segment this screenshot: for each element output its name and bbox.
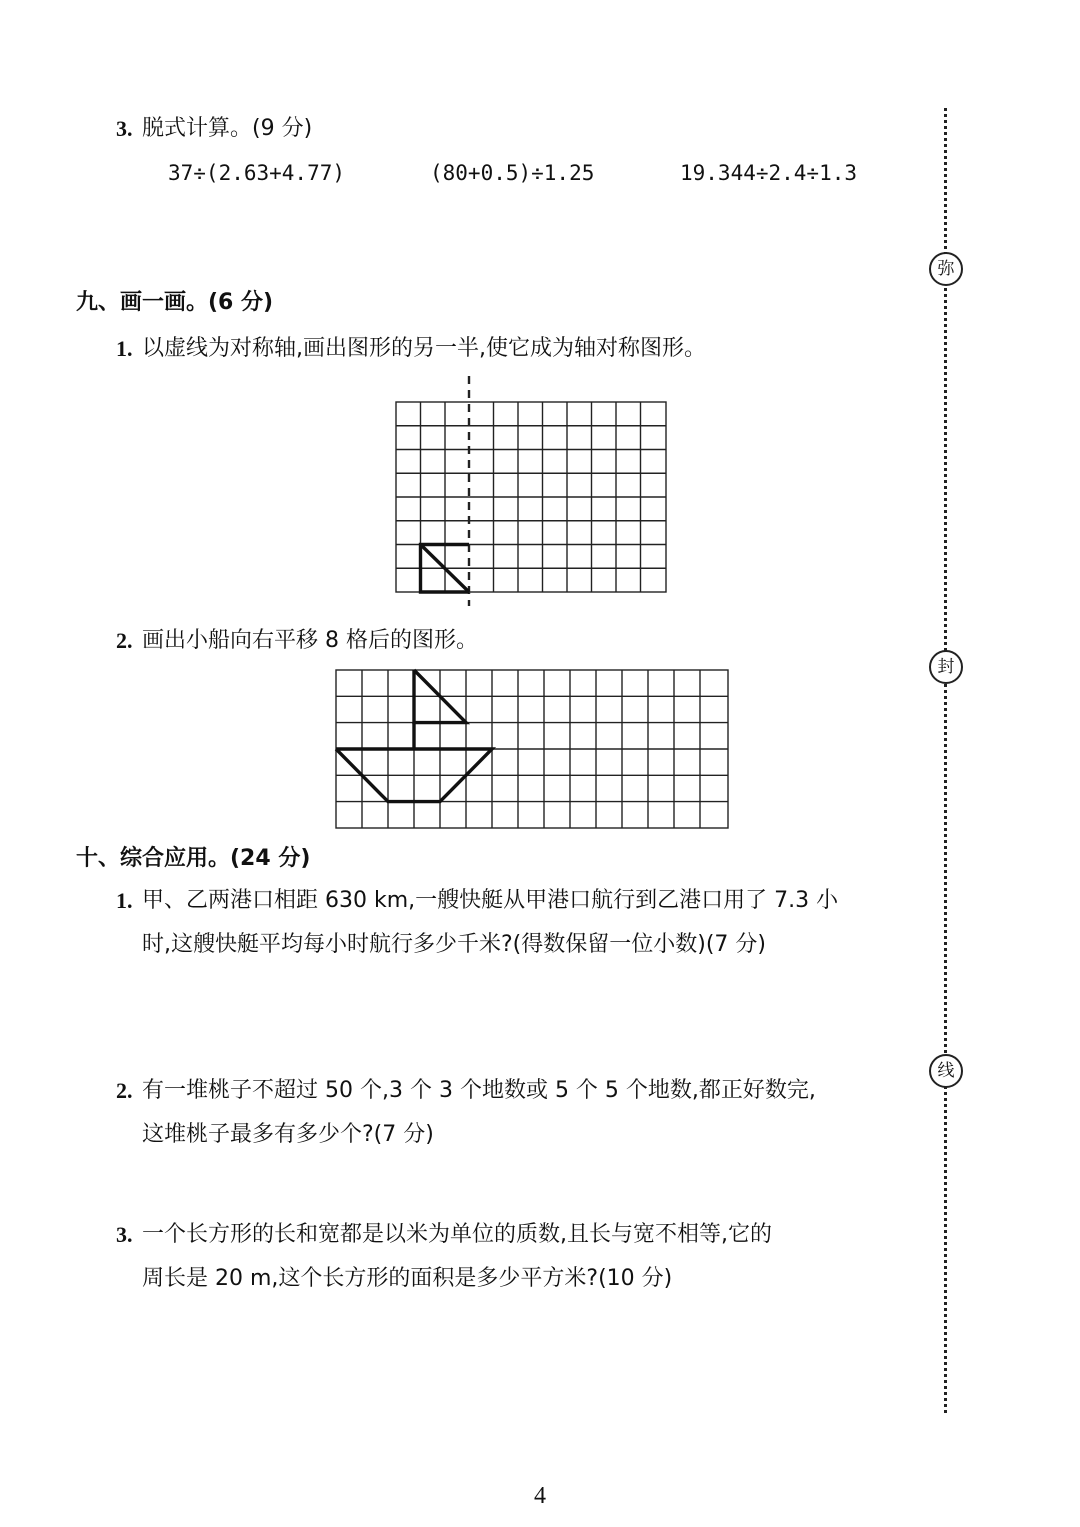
section10-q2-number: 2. — [116, 1078, 133, 1103]
section10-q2-line2: 这堆桃子最多有多少个?(7 分) — [142, 1122, 434, 1147]
calc-number: 3. — [116, 116, 133, 141]
boat-grid — [334, 668, 730, 830]
seal-mark-2: 封 — [929, 650, 963, 684]
section10-q3-number: 3. — [116, 1222, 133, 1247]
calc-title: 脱式计算。(9 分) — [142, 116, 313, 141]
calc-expression-1: 37÷(2.63+4.77) — [168, 161, 346, 185]
calc-expression-2: (80+0.5)÷1.25 — [430, 161, 595, 185]
section10-q2-line1: 有一堆桃子不超过 50 个,3 个 3 个地数或 5 个 5 个地数,都正好数完, — [142, 1078, 816, 1103]
section9-q1-text: 以虚线为对称轴,画出图形的另一半,使它成为轴对称图形。 — [142, 336, 706, 361]
section10-q3-line1: 一个长方形的长和宽都是以米为单位的质数,且长与宽不相等,它的 — [142, 1222, 772, 1247]
seal-mark-1: 弥 — [929, 252, 963, 286]
symmetry-grid — [392, 372, 672, 608]
page-number: 4 — [534, 1483, 546, 1509]
calc-expression-3: 19.344÷2.4÷1.3 — [680, 161, 858, 185]
section9-heading: 九、画一画。(6 分) — [76, 290, 274, 315]
section10-q1-line2: 时,这艘快艇平均每小时航行多少千米?(得数保留一位小数)(7 分) — [142, 932, 766, 957]
section10-q1-line1: 甲、乙两港口相距 630 km,一艘快艇从甲港口航行到乙港口用了 7.3 小 — [142, 888, 839, 913]
section9-q2-text: 画出小船向右平移 8 格后的图形。 — [142, 628, 478, 653]
section9-q2-number: 2. — [116, 628, 133, 653]
section9-q1-number: 1. — [116, 336, 133, 361]
binding-dotted-line — [944, 108, 947, 1413]
seal-mark-3: 线 — [929, 1054, 963, 1088]
section10-heading: 十、综合应用。(24 分) — [76, 846, 311, 871]
section10-q3-line2: 周长是 20 m,这个长方形的面积是多少平方米?(10 分) — [142, 1266, 673, 1291]
section10-q1-number: 1. — [116, 888, 133, 913]
